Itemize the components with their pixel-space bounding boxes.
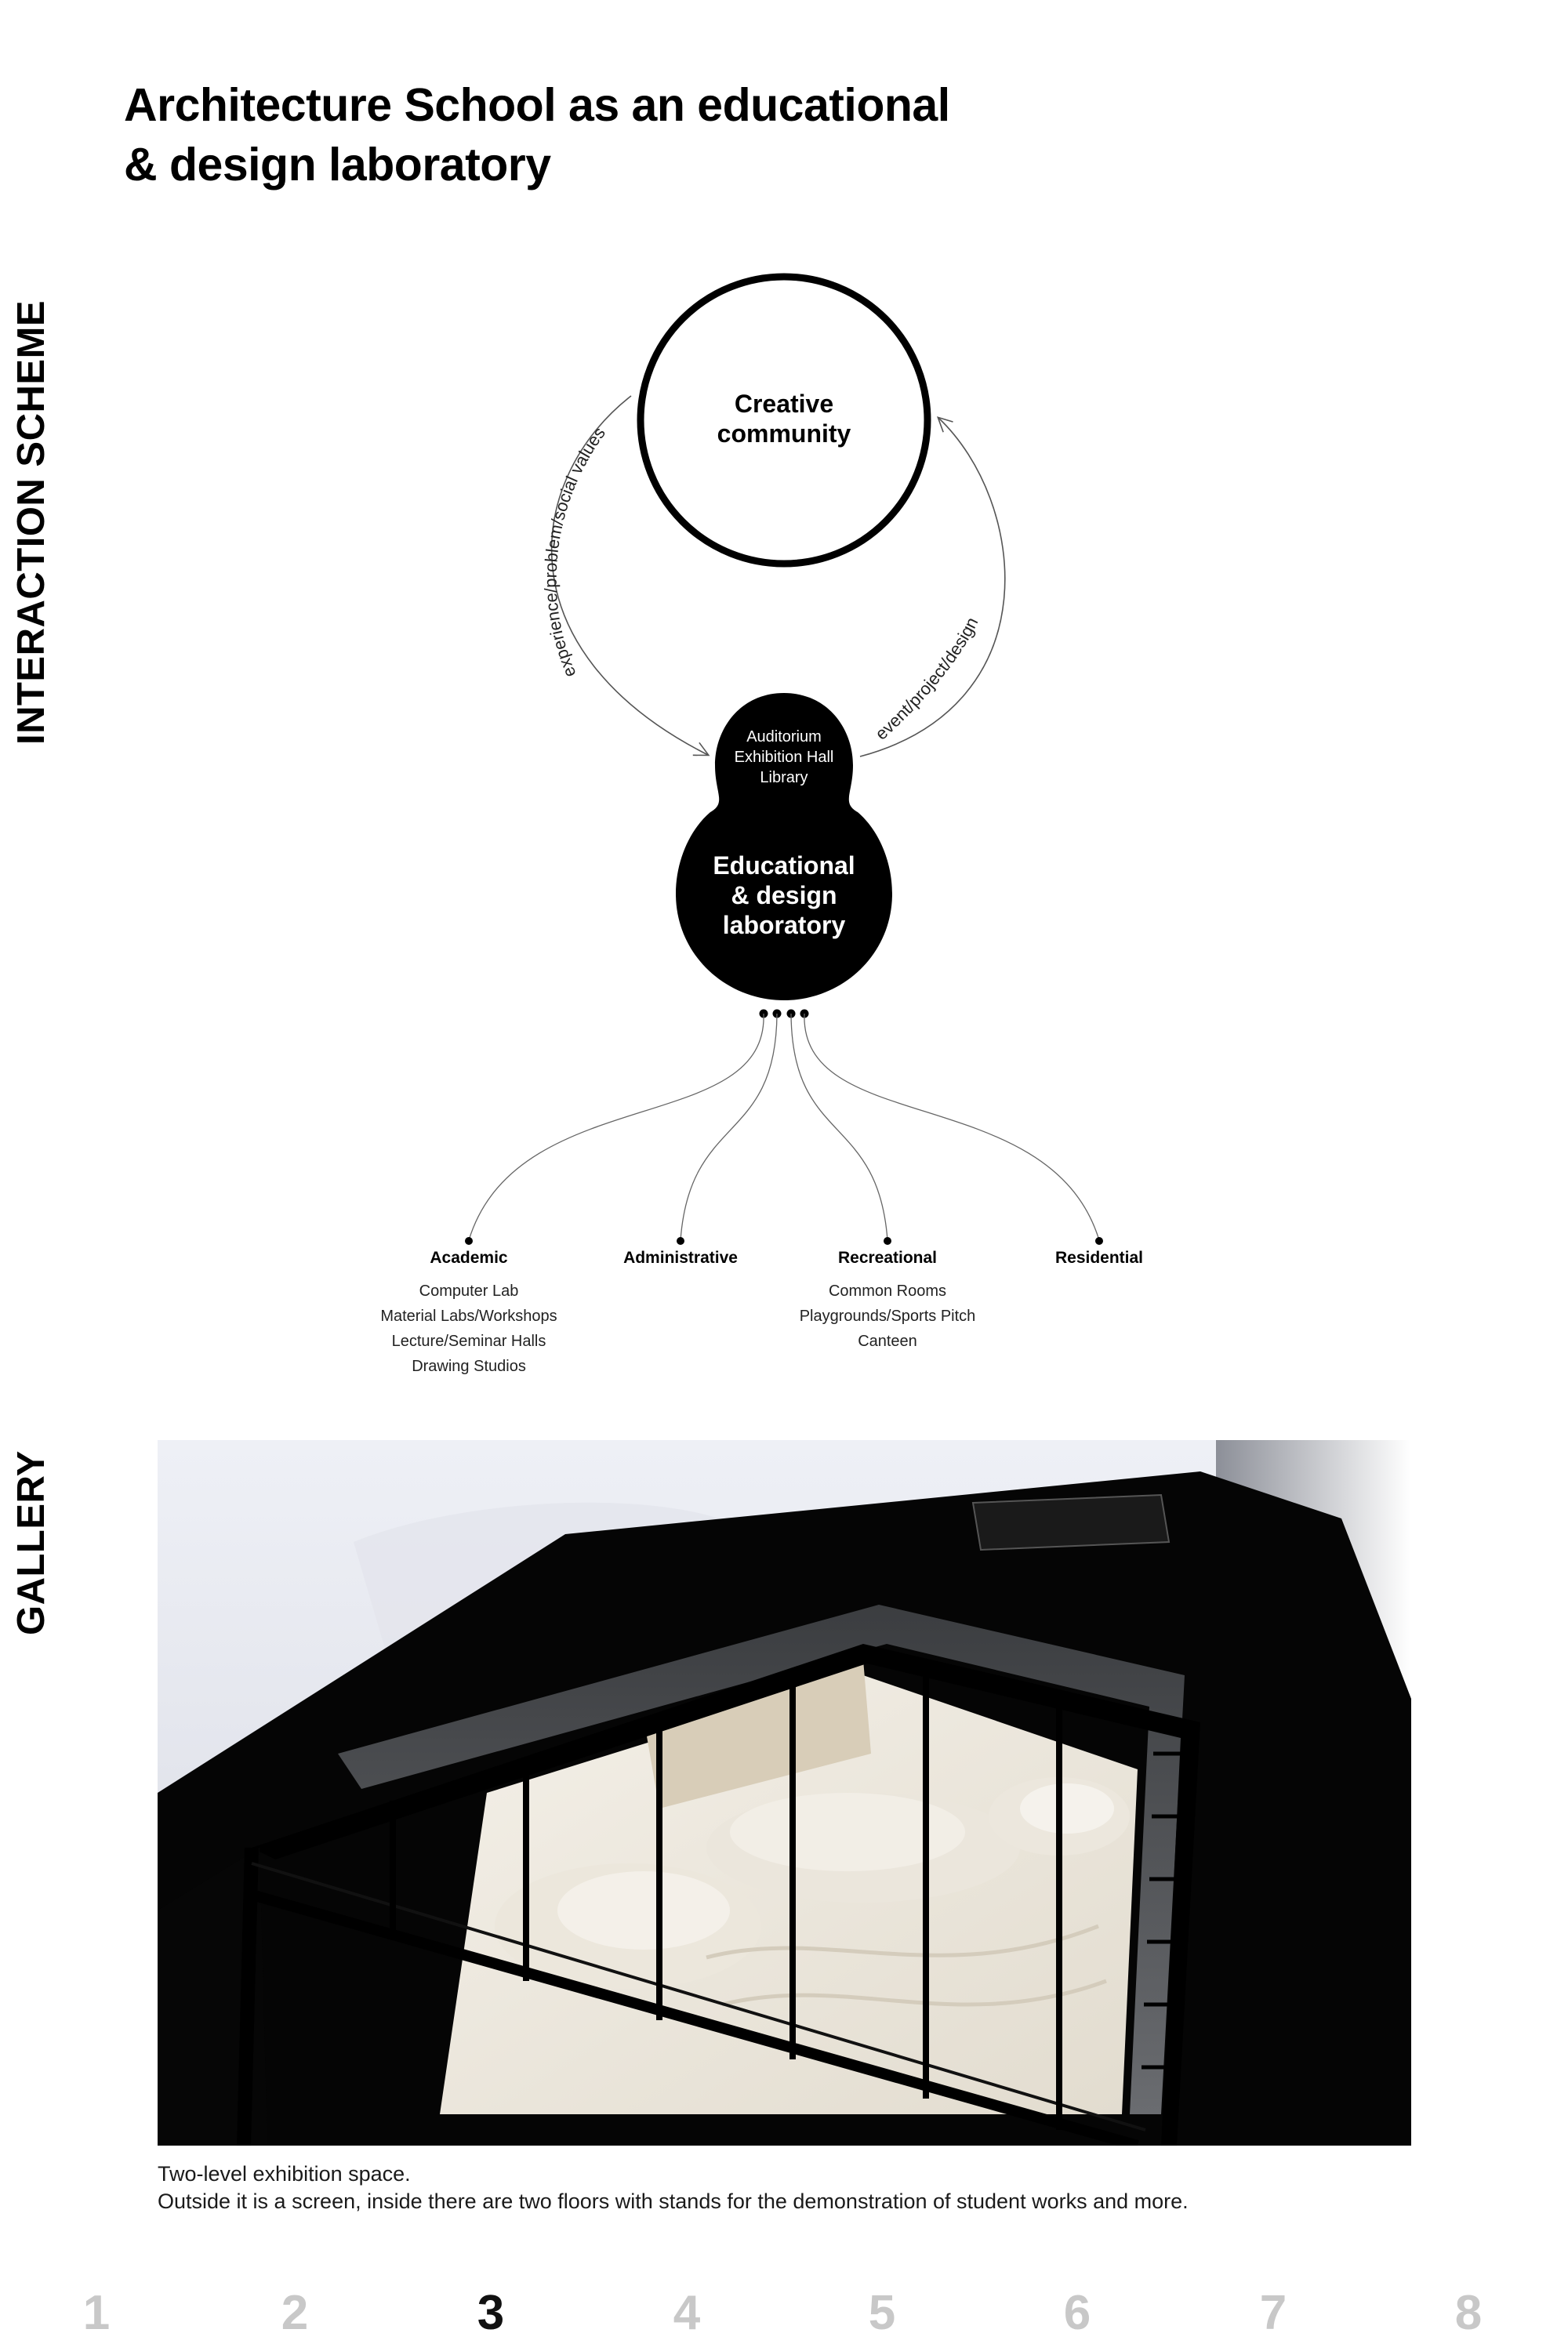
page-link-7[interactable]: 7 bbox=[1259, 2286, 1287, 2340]
connector-dots bbox=[760, 1010, 809, 1018]
arc-label-right-text: event/project/design bbox=[871, 614, 982, 744]
creative-community-node bbox=[641, 277, 927, 564]
section-label-interaction-scheme: INTERACTION SCHEME bbox=[10, 299, 53, 745]
branch-residential bbox=[1055, 1249, 1143, 1267]
branch-recreational-item-1: Common Rooms bbox=[828, 1283, 947, 1300]
branch-residential-title: Residential bbox=[1054, 1249, 1144, 1267]
page-link-5[interactable]: 5 bbox=[868, 2286, 896, 2340]
branch-academic bbox=[380, 1249, 557, 1375]
pagination bbox=[0, 2285, 1568, 2348]
arc-label-left-text: experience/problem/social values bbox=[540, 423, 610, 680]
branch-academic-item-2: Material Labs/Workshops bbox=[380, 1308, 557, 1325]
lab-head-item-2: Exhibition Hall bbox=[734, 749, 834, 766]
branch-recreational-item-3: Canteen bbox=[858, 1333, 917, 1350]
branch-academic-item-4: Drawing Studios bbox=[412, 1358, 526, 1375]
creative-community-label-2: community bbox=[717, 419, 851, 448]
branch-line-residential bbox=[804, 1014, 1099, 1240]
lab-head-item-1: Auditorium bbox=[746, 728, 822, 746]
gallery-caption-line-1: Two-level exhibition space. bbox=[158, 2162, 411, 2186]
page-title-line-1: Architecture School as an educational bbox=[124, 79, 950, 131]
educational-lab-node bbox=[676, 693, 892, 1000]
lab-label-1: Educational bbox=[713, 851, 855, 880]
page-link-3-current[interactable]: 3 bbox=[477, 2286, 505, 2340]
lab-label-3: laboratory bbox=[722, 911, 846, 939]
branch-recreational bbox=[800, 1249, 976, 1350]
arc-label-right bbox=[871, 614, 982, 743]
page-link-6[interactable]: 6 bbox=[1063, 2286, 1091, 2340]
lab-label-2: & design bbox=[731, 881, 837, 909]
page-link-2[interactable]: 2 bbox=[281, 2286, 309, 2340]
branch-academic-item-3: Lecture/Seminar Halls bbox=[391, 1333, 546, 1350]
branch-line-academic bbox=[469, 1014, 764, 1240]
branch-academic-title: Academic bbox=[430, 1249, 508, 1267]
gallery-render-image bbox=[158, 1440, 1411, 2146]
branch-recreational-item-2: Playgrounds/Sports Pitch bbox=[799, 1308, 976, 1325]
branch-administrative-title: Administrative bbox=[623, 1249, 738, 1267]
section-label-gallery: GALLERY bbox=[10, 1450, 53, 1635]
page-link-1[interactable]: 1 bbox=[82, 2286, 111, 2340]
branch-line-administrative bbox=[681, 1014, 777, 1240]
gallery-caption-line-2: Outside it is a screen, inside there are two floors with stands for the demonstration of student works and more. bbox=[158, 2190, 1189, 2213]
branch-administrative bbox=[623, 1249, 738, 1267]
arc-label-left bbox=[541, 423, 609, 680]
branch-dots bbox=[465, 1237, 1103, 1245]
branch-line-recreational bbox=[791, 1014, 887, 1240]
page-link-8[interactable]: 8 bbox=[1454, 2286, 1483, 2340]
page-title-line-2: & design laboratory bbox=[124, 139, 551, 190]
page-link-4[interactable]: 4 bbox=[673, 2286, 701, 2340]
branch-recreational-title: Recreational bbox=[837, 1249, 938, 1267]
gallery-caption bbox=[158, 2161, 1490, 2215]
creative-community-label-1: Creative bbox=[734, 390, 834, 418]
lab-head-item-3: Library bbox=[760, 769, 808, 786]
branch-academic-item-1: Computer Lab bbox=[419, 1283, 519, 1300]
